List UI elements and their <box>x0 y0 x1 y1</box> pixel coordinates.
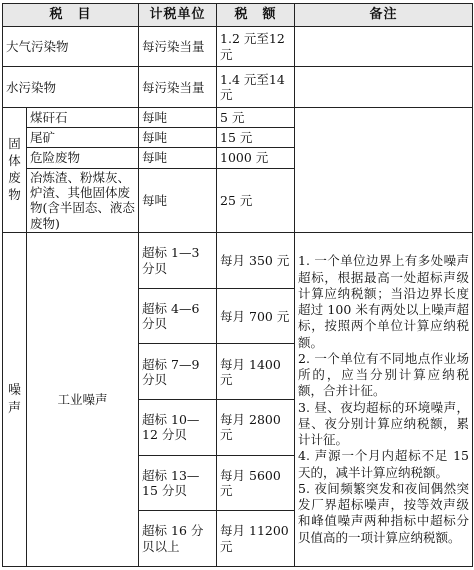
unit-solid-4: 每吨 <box>139 168 217 233</box>
environmental-tax-table <box>2 3 473 567</box>
category-solid-waste-label: 固体废物 <box>8 136 21 202</box>
category-noise-label: 噪声 <box>7 383 21 416</box>
amount-solid-1: 5 元 <box>217 107 295 127</box>
note-item: 2. 一个单位有不同地点作业场所的，应当分别计算应纳税额，合并计征。 <box>298 350 470 399</box>
category-solid-waste <box>3 107 27 232</box>
notes-noise <box>295 233 473 567</box>
amount-noise-2: 每月 700 元 <box>217 288 295 344</box>
amount-air: 1.2 元至12 元 <box>217 27 295 67</box>
item-solid-4: 冶炼渣、粉煤灰、炉渣、其他固体废物(含半固态、液态废物) <box>27 168 139 233</box>
table-row-water <box>3 67 473 107</box>
header-unit: 计税单位 <box>139 4 217 27</box>
item-solid-3: 危险废物 <box>27 148 139 168</box>
notes-air <box>295 27 473 67</box>
amount-water: 1.4 元至14 元 <box>217 67 295 107</box>
amount-noise-4: 每月 2800 元 <box>217 400 295 456</box>
note-item: 5. 夜间频繁突发和夜间偶然突发厂界超标噪声，按等效声级和峰值噪声两种指标中超标分贝值高的一项计算应纳税额。 <box>298 480 470 545</box>
unit-solid-3: 每吨 <box>139 148 217 168</box>
amount-noise-1: 每月 350 元 <box>217 233 295 289</box>
category-noise <box>3 233 27 567</box>
tax-table-container <box>2 3 472 567</box>
unit-solid-1: 每吨 <box>139 107 217 127</box>
unit-water: 每污染当量 <box>139 67 217 107</box>
notes-solid <box>295 107 473 232</box>
unit-solid-2: 每吨 <box>139 128 217 148</box>
amount-noise-5: 每月 5600 元 <box>217 455 295 511</box>
note-item: 4. 声源一个月内超标不足 15 天的，减半计算应纳税额。 <box>298 448 470 480</box>
unit-noise-1: 超标 1—3 分贝 <box>139 233 217 289</box>
table-row-solid-1 <box>3 107 473 127</box>
unit-noise-2: 超标 4—6 分贝 <box>139 288 217 344</box>
item-industrial-noise: 工业噪声 <box>27 233 139 567</box>
unit-noise-5: 超标 13—15 分贝 <box>139 455 217 511</box>
unit-noise-4: 超标 10—12 分贝 <box>139 400 217 456</box>
header-notes: 备注 <box>295 4 473 27</box>
header-amount: 税 额 <box>217 4 295 27</box>
header-item: 税 目 <box>3 4 139 27</box>
amount-solid-3: 1000 元 <box>217 148 295 168</box>
item-solid-2: 尾矿 <box>27 128 139 148</box>
amount-noise-6: 每月 11200 元 <box>217 511 295 567</box>
amount-solid-2: 15 元 <box>217 128 295 148</box>
item-water: 水污染物 <box>3 67 139 107</box>
header-row <box>3 4 473 27</box>
note-item: 3. 昼、夜均超标的环境噪声，昼、夜分别计算应纳税额，累计计征。 <box>298 399 470 448</box>
table-row-noise-1 <box>3 233 473 289</box>
unit-air: 每污染当量 <box>139 27 217 67</box>
amount-noise-3: 每月 1400 元 <box>217 344 295 400</box>
note-item: 1. 一个单位边界上有多处噪声超标，根据最高一处超标声级计算应纳税额；当沿边界长度超过 100 米有两处以上噪声超标，按照两个单位计算应纳税额。 <box>298 253 470 350</box>
unit-noise-3: 超标 7—9 分贝 <box>139 344 217 400</box>
amount-solid-4: 25 元 <box>217 168 295 233</box>
table-row-air <box>3 27 473 67</box>
item-solid-1: 煤矸石 <box>27 107 139 127</box>
unit-noise-6: 超标 16 分贝以上 <box>139 511 217 567</box>
notes-water <box>295 67 473 107</box>
item-air: 大气污染物 <box>3 27 139 67</box>
